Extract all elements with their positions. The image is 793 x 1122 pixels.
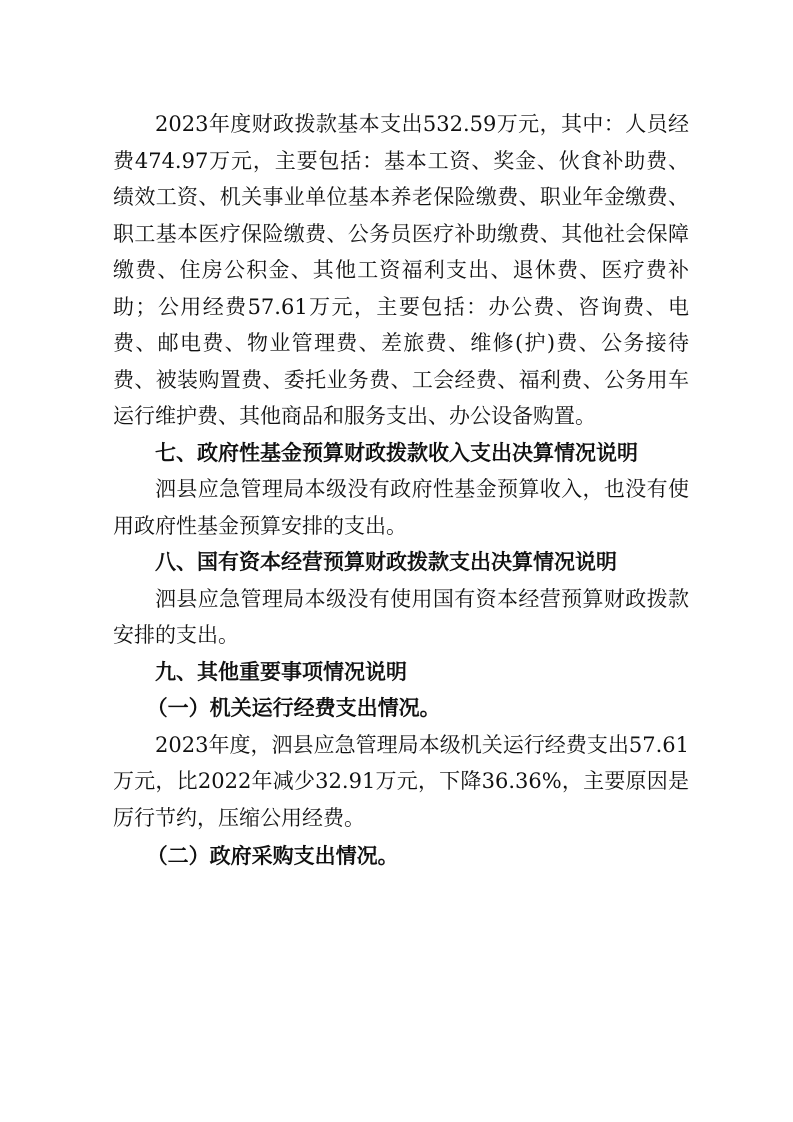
section-8-paragraph: 泗县应急管理局本级没有使用国有资本经营预算财政拨款安排的支出。	[113, 586, 689, 647]
document-body	[113, 106, 689, 875]
section-8-heading: 八、国有资本经营预算财政拨款支出决算情况说明	[155, 550, 617, 574]
section-7-heading: 七、政府性基金预算财政拨款收入支出决算情况说明	[155, 440, 638, 465]
subsection-2-heading: （二）政府采购支出情况。	[146, 844, 399, 868]
section-9-heading: 九、其他重要事项情况说明	[155, 659, 407, 684]
basic-expenditure-paragraph: 2023年度财政拨款基本支出532.59万元，其中：人员经费474.97万元，主要包括：基本工资、奖金、伙食补助费、绩效工资、机关事业单位基本养老保险缴费、职业年金缴费、职工基本医疗保险缴费、公务员医疗补助缴费、其他社会保障缴费、住房公积金、其他工资福利支出、退休费、医疗费补助；公用经费57.61万元，主要包括：办公费、咨询费、电费、邮电费、物业管理费、差旅费、维修(护)费、公务接待费、被装购置费、委托业务费、工会经费、福利费、公务用车运行维护费、其他商品和服务支出、办公设备购置。	[113, 112, 689, 428]
subsection-1-heading: （一）机关运行经费支出情况。	[146, 696, 441, 720]
operating-expense-paragraph: 2023年度，泗县应急管理局本级机关运行经费支出57.61万元，比2022年减少32.91万元，下降36.36%，主要原因是厉行节约，压缩公用经费。	[113, 732, 689, 830]
section-7-paragraph: 泗县应急管理局本级没有政府性基金预算收入，也没有使用政府性基金预算安排的支出。	[113, 477, 689, 538]
